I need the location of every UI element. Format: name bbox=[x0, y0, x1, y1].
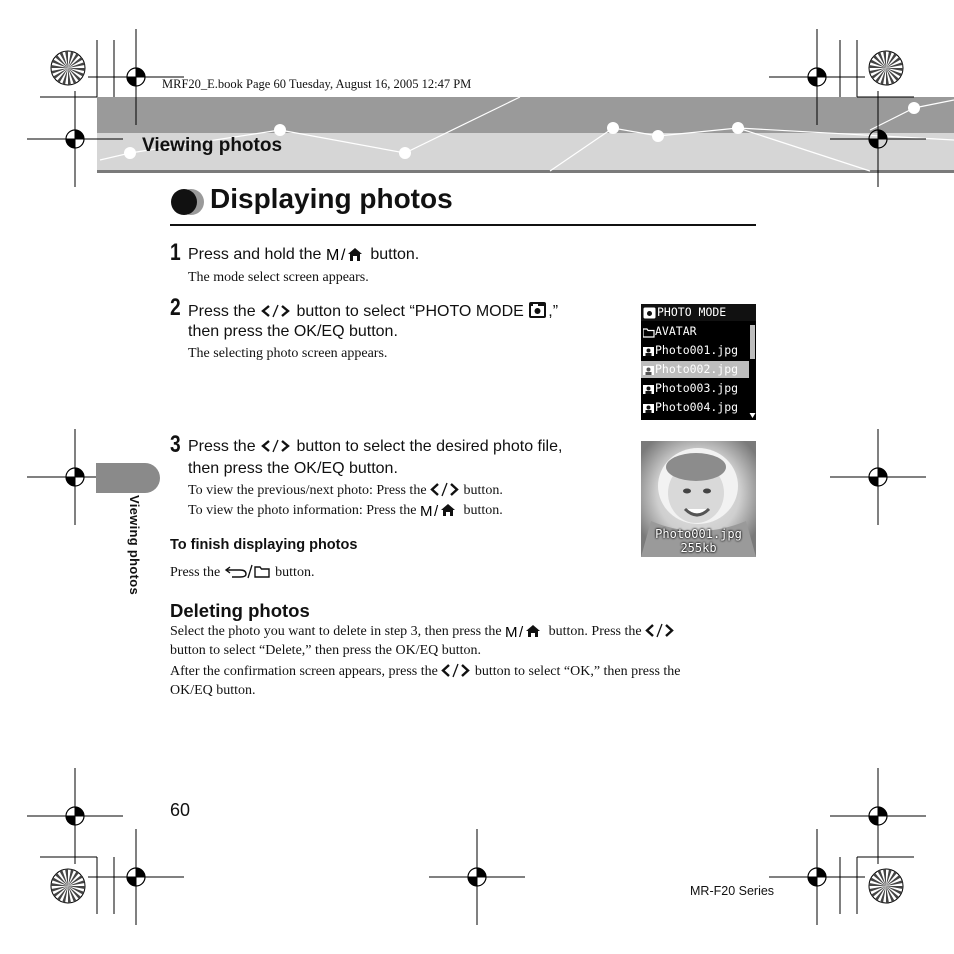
starburst-mark bbox=[869, 869, 903, 903]
image-file-icon bbox=[643, 345, 655, 362]
series-name: MR-F20 Series bbox=[690, 884, 775, 898]
left-right-button-icon bbox=[645, 623, 675, 643]
image-file-icon bbox=[643, 364, 655, 381]
crosshair-mark bbox=[830, 429, 926, 525]
svg-text:/: / bbox=[519, 624, 524, 638]
starburst-mark bbox=[51, 869, 85, 903]
deleting-line-3: After the confirmation screen appears, press the button to select “OK,” then press the bbox=[170, 663, 681, 683]
photo-mode-icon bbox=[643, 307, 657, 324]
deleting-heading: Deleting photos bbox=[170, 600, 310, 621]
section-band-title: Viewing photos bbox=[142, 135, 283, 156]
image-file-icon bbox=[643, 383, 655, 400]
svg-text:M: M bbox=[419, 503, 433, 517]
svg-text:M: M bbox=[505, 624, 518, 638]
step-3-note-prev-next: To view the previous/next photo: Press the button. bbox=[188, 482, 503, 502]
photo-size: 255kb bbox=[680, 541, 717, 555]
crosshair-mark bbox=[88, 829, 184, 925]
crosshair-mark bbox=[27, 768, 123, 864]
crosshair-mark bbox=[429, 829, 525, 925]
step-3-note-info: To view the photo information: Press the M / button. bbox=[188, 502, 503, 522]
page-title: Displaying photos bbox=[210, 183, 453, 214]
heading-bullet-icon bbox=[170, 187, 206, 217]
step-1-number: 1 bbox=[170, 239, 181, 266]
deleting-line-4: OK/EQ button. bbox=[170, 683, 256, 698]
left-right-button-icon bbox=[441, 663, 471, 683]
deleting-line-2: button to select “Delete,” then press the OK/EQ button. bbox=[170, 643, 482, 658]
svg-text:/: / bbox=[433, 503, 439, 517]
step-2-instruction: Press the button to select “PHOTO MODE ,” bbox=[188, 301, 558, 324]
crosshair-mark bbox=[830, 768, 926, 864]
lcd-photo-preview bbox=[641, 441, 756, 557]
photo-mode-icon bbox=[528, 301, 548, 324]
side-tab bbox=[96, 463, 160, 493]
finish-text: Press the button. bbox=[170, 563, 314, 584]
step-3-instruction-line2: then press the OK/EQ button. bbox=[188, 460, 398, 477]
finish-heading: To finish displaying photos bbox=[170, 537, 358, 553]
m-home-button-icon bbox=[420, 502, 460, 522]
title-rule bbox=[170, 224, 756, 226]
deleting-line-1: Select the photo you want to delete in step 3, then press the M / button. Press the bbox=[170, 623, 675, 643]
lcd-scrollbar bbox=[749, 323, 756, 420]
starburst-mark bbox=[869, 51, 903, 85]
starburst-mark bbox=[51, 51, 85, 85]
lcd-item-photo003: Photo003.jpg bbox=[641, 380, 750, 397]
registration-starbursts bbox=[51, 51, 903, 903]
page-number: 60 bbox=[170, 800, 191, 820]
step-2-number: 2 bbox=[170, 294, 181, 321]
photo-filename: Photo001.jpg bbox=[655, 527, 742, 541]
step-1-note: The mode select screen appears. bbox=[188, 270, 369, 285]
step-3-number: 3 bbox=[170, 431, 181, 458]
left-right-button-icon bbox=[260, 438, 292, 459]
step-2-note: The selecting photo screen appears. bbox=[188, 346, 388, 361]
step-2-instruction-line2: then press the OK/EQ button. bbox=[188, 323, 398, 340]
left-right-button-icon bbox=[260, 303, 292, 324]
print-info: MRF20_E.book Page 60 Tuesday, August 16, 2005 12:47 PM bbox=[162, 77, 472, 91]
svg-text:/: / bbox=[340, 247, 346, 262]
step-3-instruction: Press the button to select the desired photo file, bbox=[188, 438, 562, 459]
m-home-button-icon bbox=[505, 623, 545, 643]
header-band-dark bbox=[97, 97, 954, 133]
back-folder-button-icon bbox=[224, 563, 272, 584]
lcd-item-photo004: Photo004.jpg bbox=[641, 399, 750, 416]
m-home-button-icon bbox=[326, 246, 366, 267]
lcd-item-photo002-selected: Photo002.jpg bbox=[641, 361, 750, 378]
lcd-header: PHOTO MODE bbox=[641, 304, 756, 321]
lcd-photo-mode-screen bbox=[641, 304, 756, 420]
left-right-button-icon bbox=[430, 482, 460, 502]
side-tab-label: Viewing photos bbox=[127, 495, 142, 596]
crosshair-mark bbox=[769, 829, 865, 925]
svg-text:M: M bbox=[325, 247, 340, 262]
image-file-icon bbox=[643, 402, 655, 419]
step-1-instruction: Press and hold the M / button. bbox=[188, 246, 419, 267]
lcd-item-avatar: AVATAR bbox=[641, 323, 750, 340]
lcd-item-photo001: Photo001.jpg bbox=[641, 342, 750, 359]
folder-icon bbox=[643, 326, 655, 343]
header-band-rule bbox=[97, 170, 954, 173]
